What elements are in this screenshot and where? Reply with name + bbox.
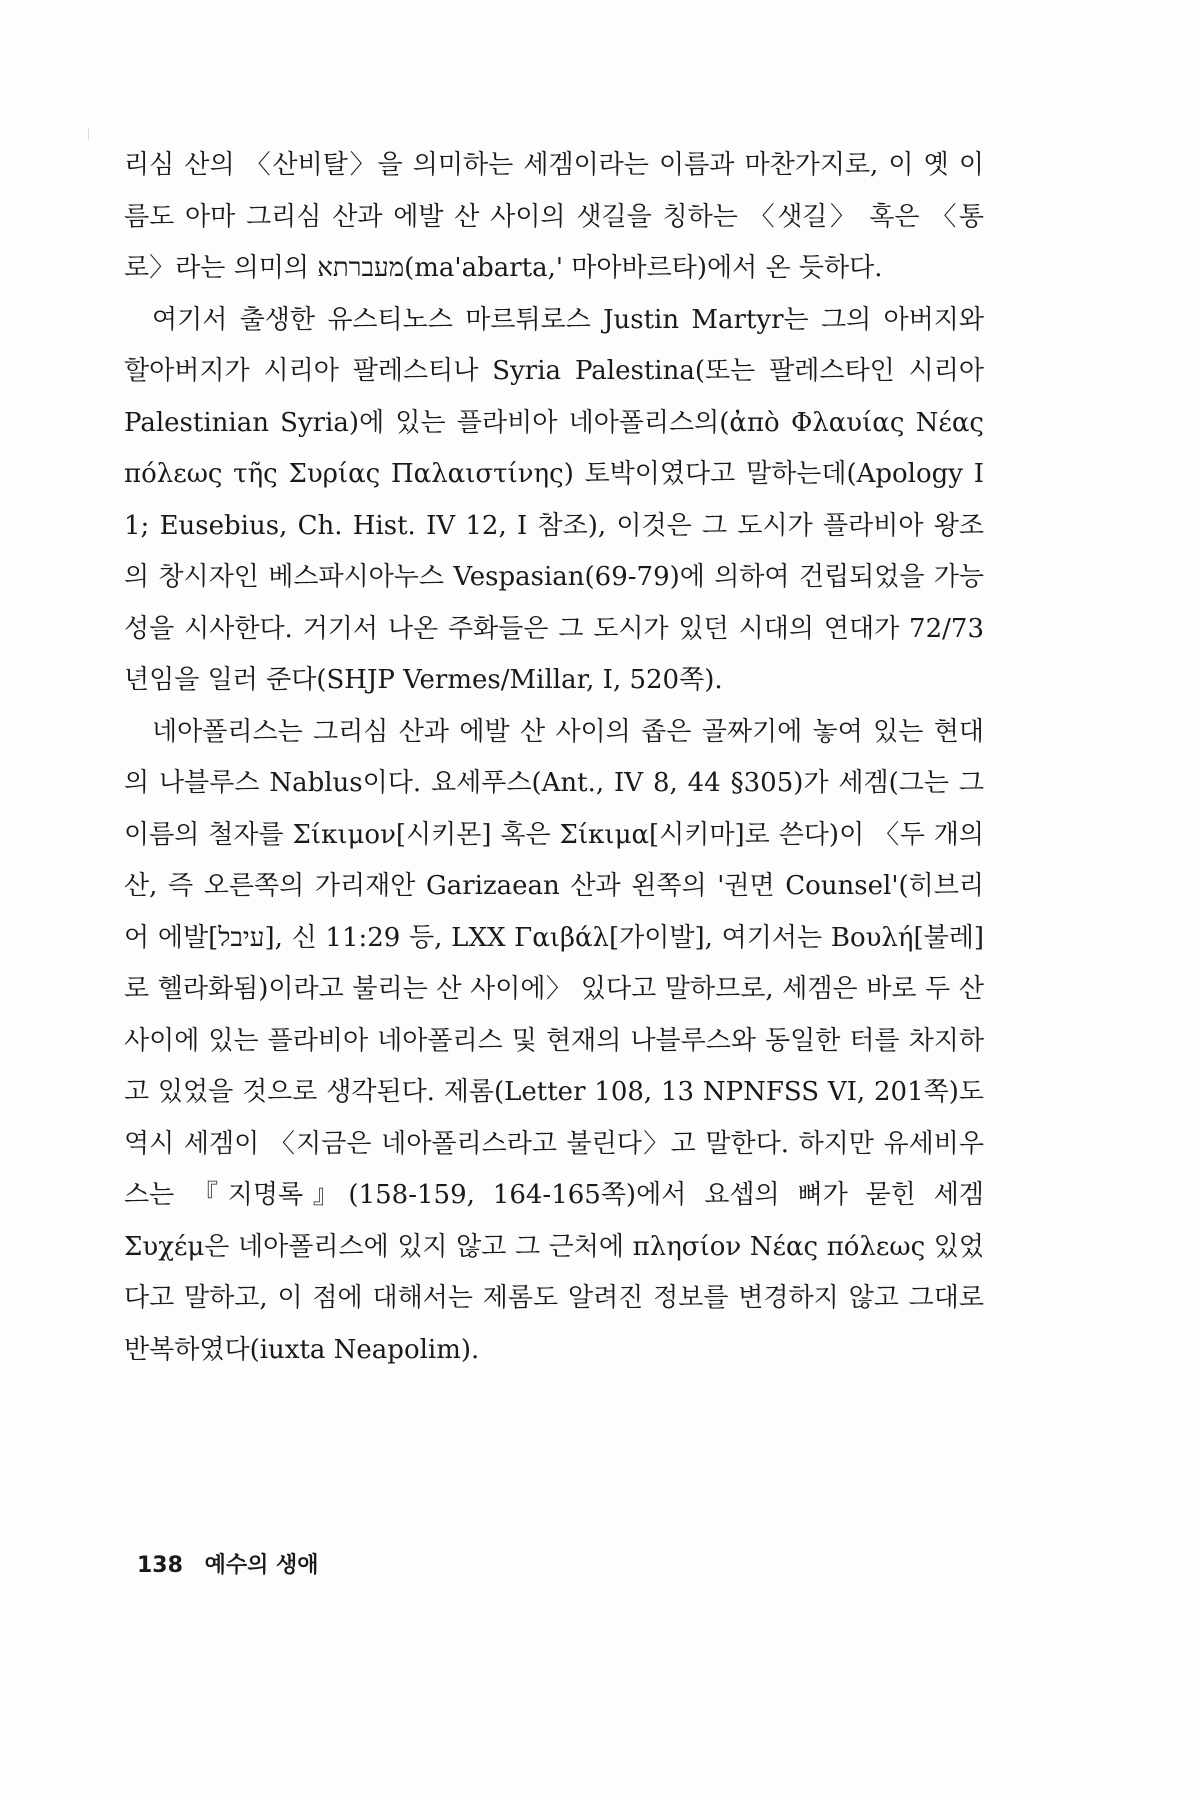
body-text [124, 140, 984, 1376]
paragraph-3: 네아폴리스는 그리심 산과 에발 산 사이의 좁은 골짜기에 놓여 있는 현대의 나블루스 Nablus이다. 요세푸스(Ant., IV 8, 44 §305)가 세겜(그는 그 이름의 철자를 Σίκιμον[시키몬] 혹은 Σίκιμα[시키마]로 쓴다)이 〈두 개의 산, 즉 오른쪽의 가리재안 Garizaean 산과 왼쪽의 '권면 Counsel'(히브리어 에발[עיבל], 신 11:29 등, LXX Γαιβάλ[가이발], 여기서는 Βουλή[불레]로 헬라화됨)이라고 불리는 산 사이에〉 있다고 말하므로, 세겜은 바로 두 산 사이에 있는 플라비아 네아폴리스 및 현재의 나블루스와 동일한 터를 차지하고 있었을 것으로 생각된다. 제롬(Letter 108, 13 NPNFSS VI, 201쪽)도 역시 세겜이 〈지금은 네아폴리스라고 불린다〉고 말한다. 하지만 유세비우스는 『지명록』(158-159, 164-165쪽)에서 요셉의 뼈가 묻힌 세겜 Συχέμ은 네아폴리스에 있지 않고 그 근처에 πλησίον Νέας πόλεως 있었다고 말하고, 이 점에 대해서는 제롬도 알려진 정보를 변경하지 않고 그대로 반복하였다(iuxta Neapolim). [124, 716, 984, 1365]
page-footer [137, 1548, 319, 1579]
paragraph-1: 리심 산의 〈산비탈〉을 의미하는 세겜이라는 이름과 마찬가지로, 이 옛 이름도 아마 그리심 산과 에발 산 사이의 샛길을 칭하는 〈샛길〉 혹은 〈통로〉라는 의미의 מעברתא(ma'abarta,' 마아바르타)에서 온 듯하다. [124, 150, 984, 283]
page-number: 138 [137, 1553, 183, 1578]
page-edge-mark [88, 128, 89, 140]
running-title: 예수의 생애 [204, 1553, 319, 1578]
paragraph-2: 여기서 출생한 유스티노스 마르튀로스 Justin Martyr는 그의 아버지와 할아버지가 시리아 팔레스티나 Syria Palestina(또는 팔레스타인 시리아 Palestinian Syria)에 있는 플라비아 네아폴리스의(ἀπὸ Φλαυίας Νέας πόλεως τῆς Συρίας Παλαιστίνης) 토박이였다고 말하는데(Apology I 1; Eusebius, Ch. Hist. IV 12, I 참조), 이것은 그 도시가 플라비아 왕조의 창시자인 베스파시아누스 Vespasian(69-79)에 의하여 건립되었을 가능성을 시사한다. 거기서 나온 주화들은 그 도시가 있던 시대의 연대가 72/73년임을 일러 준다(SHJP Vermes/Millar, I, 520쪽). [124, 304, 984, 695]
